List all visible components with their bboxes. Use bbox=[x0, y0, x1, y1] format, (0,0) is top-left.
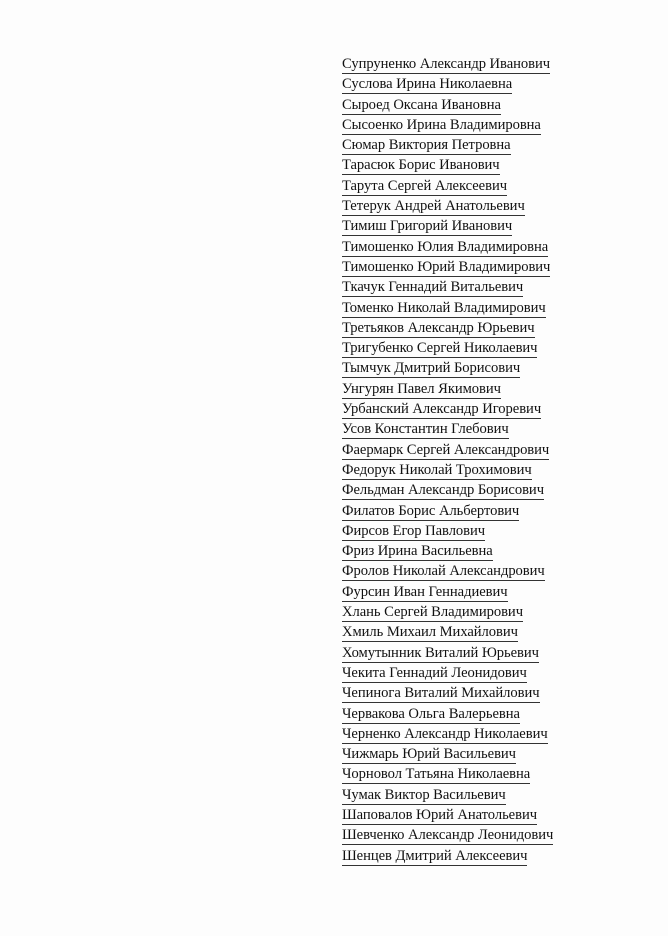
name-entry: Хомутынник Виталий Юрьевич bbox=[342, 644, 539, 661]
name-entry: Хлань Сергей Владимирович bbox=[342, 604, 523, 621]
list-item bbox=[342, 379, 553, 399]
list-item bbox=[342, 440, 553, 460]
list-item bbox=[342, 358, 553, 378]
name-entry: Суслова Ирина Николаевна bbox=[342, 76, 513, 93]
name-entry: Тарасюк Борис Иванович bbox=[342, 157, 500, 174]
name-entry: Шаповалов Юрий Анатольевич bbox=[342, 806, 537, 823]
list-item bbox=[342, 541, 553, 561]
name-entry: Фурсин Иван Геннадиевич bbox=[342, 583, 508, 600]
name-entry: Филатов Борис Альбертович bbox=[342, 502, 520, 519]
name-entry: Чепинога Виталий Михайлович bbox=[342, 685, 540, 702]
list-item bbox=[342, 257, 553, 277]
list-item bbox=[342, 683, 553, 703]
list-item bbox=[342, 399, 553, 419]
name-entry: Тымчук Дмитрий Борисович bbox=[342, 360, 521, 377]
list-item bbox=[342, 704, 553, 724]
name-entry: Шевченко Александр Леонидович bbox=[342, 827, 554, 844]
name-entry: Тригубенко Сергей Николаевич bbox=[342, 340, 538, 357]
list-item bbox=[342, 501, 553, 521]
name-entry: Унгурян Павел Якимович bbox=[342, 380, 501, 397]
name-entry: Сюмар Виктория Петровна bbox=[342, 137, 511, 154]
name-entry: Чумак Виктор Васильевич bbox=[342, 786, 506, 803]
name-entry: Тимошенко Юлия Владимировна bbox=[342, 238, 549, 255]
list-item bbox=[342, 74, 553, 94]
name-entry: Шенцев Дмитрий Алексеевич bbox=[342, 847, 528, 864]
list-item bbox=[342, 846, 553, 866]
name-entry: Чекита Геннадий Леонидович bbox=[342, 664, 527, 681]
list-item bbox=[342, 237, 553, 257]
name-entry: Сысоенко Ирина Владимировна bbox=[342, 116, 541, 133]
name-entry: Фриз Ирина Васильевна bbox=[342, 543, 493, 560]
list-item bbox=[342, 744, 553, 764]
name-entry: Сыроед Оксана Ивановна bbox=[342, 96, 501, 113]
list-item bbox=[342, 135, 553, 155]
list-item bbox=[342, 196, 553, 216]
list-item bbox=[342, 216, 553, 236]
name-entry: Червакова Ольга Валерьевна bbox=[342, 705, 520, 722]
list-item bbox=[342, 825, 553, 845]
list-item bbox=[342, 805, 553, 825]
list-item bbox=[342, 724, 553, 744]
name-entry: Тарута Сергей Алексеевич bbox=[342, 177, 508, 194]
name-entry: Фаермарк Сергей Александрович bbox=[342, 441, 550, 458]
name-entry: Урбанский Александр Игоревич bbox=[342, 401, 542, 418]
name-entry: Хмиль Михаил Михайлович bbox=[342, 624, 518, 641]
list-item bbox=[342, 155, 553, 175]
list-item bbox=[342, 338, 553, 358]
list-item bbox=[342, 663, 553, 683]
list-item bbox=[342, 298, 553, 318]
list-item bbox=[342, 561, 553, 581]
name-entry: Фирсов Егор Павлович bbox=[342, 522, 486, 539]
name-entry: Черненко Александр Николаевич bbox=[342, 725, 548, 742]
list-item bbox=[342, 176, 553, 196]
name-entry: Фролов Николай Александрович bbox=[342, 563, 545, 580]
name-entry: Тетерук Андрей Анатольевич bbox=[342, 198, 525, 215]
list-item bbox=[342, 277, 553, 297]
list-item bbox=[342, 318, 553, 338]
list-item bbox=[342, 480, 553, 500]
list-item bbox=[342, 419, 553, 439]
list-item bbox=[342, 54, 553, 74]
name-list bbox=[342, 54, 553, 866]
name-entry: Супруненко Александр Иванович bbox=[342, 56, 551, 72]
list-item bbox=[342, 764, 553, 784]
list-item bbox=[342, 521, 553, 541]
name-entry: Чижмарь Юрий Васильевич bbox=[342, 746, 516, 763]
list-item bbox=[342, 95, 553, 115]
name-entry: Томенко Николай Владимирович bbox=[342, 299, 546, 316]
list-item bbox=[342, 643, 553, 663]
name-entry: Усов Константин Глебович bbox=[342, 421, 509, 438]
list-item bbox=[342, 602, 553, 622]
name-entry: Третьяков Александр Юрьевич bbox=[342, 319, 535, 336]
list-item bbox=[342, 582, 553, 602]
list-item bbox=[342, 785, 553, 805]
list-item bbox=[342, 115, 553, 135]
name-entry: Тимошенко Юрий Владимирович bbox=[342, 258, 551, 275]
name-entry: Тимиш Григорий Иванович bbox=[342, 218, 513, 235]
name-entry: Чорновол Татьяна Николаевна bbox=[342, 766, 531, 783]
name-entry: Фельдман Александр Борисович bbox=[342, 482, 544, 499]
name-entry: Федорук Николай Трохимович bbox=[342, 461, 532, 478]
name-entry: Ткачук Геннадий Витальевич bbox=[342, 279, 524, 296]
list-item bbox=[342, 460, 553, 480]
list-item bbox=[342, 622, 553, 642]
